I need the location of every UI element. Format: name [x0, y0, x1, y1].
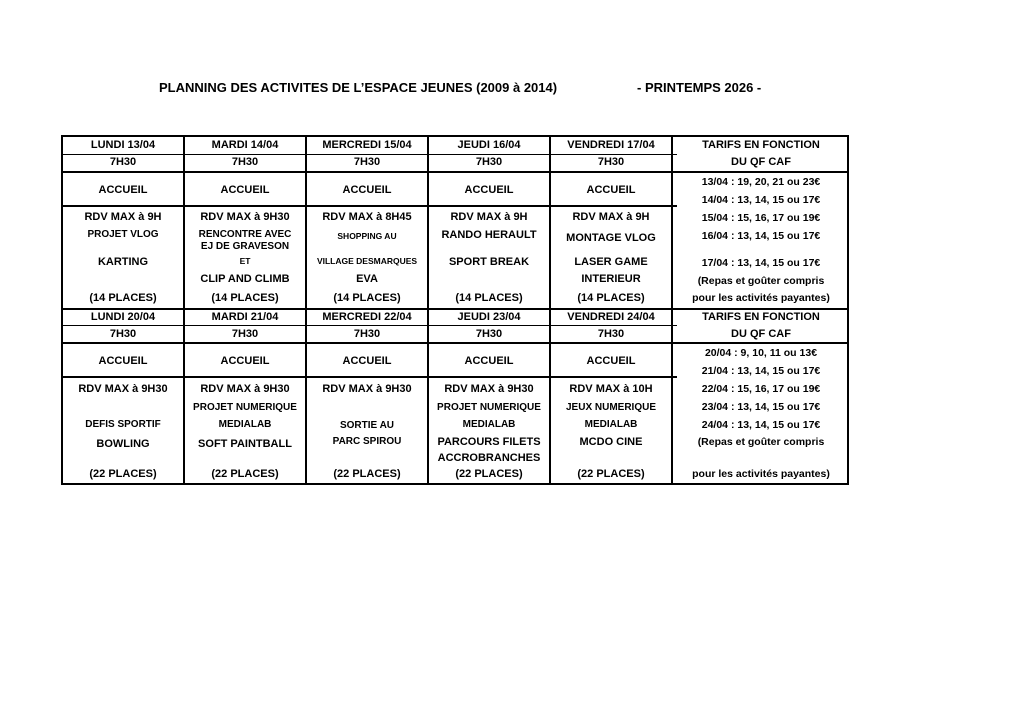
- rdv-cell: RDV MAX à 9H: [572, 211, 650, 223]
- row-divider: [63, 205, 677, 207]
- tarif-note: pour les activités payantes): [692, 292, 830, 304]
- day-header-vendredi: VENDREDI 17/04: [567, 139, 655, 151]
- activity-line: PROJET VLOG: [87, 229, 159, 240]
- accueil-cell: ACCUEIL: [342, 184, 392, 196]
- activity-line: PROJET NUMERIQUE: [193, 402, 297, 413]
- activity-line: EJ DE GRAVESON: [200, 241, 290, 252]
- day-header-jeudi: JEUDI 23/04: [457, 311, 521, 323]
- places-cell: (14 PLACES): [455, 292, 523, 304]
- tarif-note: pour les activités payantes): [692, 468, 830, 480]
- accueil-cell: ACCUEIL: [220, 355, 270, 367]
- tarif-line: 15/04 : 15, 16, 17 ou 19€: [701, 212, 821, 224]
- time-cell: 7H30: [231, 328, 259, 340]
- activity-line: PARC SPIROU: [332, 436, 402, 447]
- activity-line: LASER GAME: [574, 256, 648, 268]
- activity-line: SPORT BREAK: [448, 256, 530, 268]
- places-cell: (14 PLACES): [211, 292, 279, 304]
- tarif-line: 22/04 : 15, 16, 17 ou 19€: [701, 383, 821, 395]
- tarif-line: 21/04 : 13, 14, 15 ou 17€: [701, 365, 821, 377]
- activity-line: SOFT PAINTBALL: [198, 438, 292, 450]
- tarifs-header: TARIFS EN FONCTION: [702, 311, 820, 323]
- planning-table: [61, 135, 849, 485]
- row-divider: [63, 376, 677, 378]
- time-cell: 7H30: [353, 156, 381, 168]
- row-divider: [63, 325, 677, 326]
- places-cell: (22 PLACES): [333, 468, 401, 480]
- time-cell: 7H30: [597, 156, 625, 168]
- places-cell: (22 PLACES): [577, 468, 645, 480]
- day-header-jeudi: JEUDI 16/04: [457, 139, 521, 151]
- rdv-cell: RDV MAX à 10H: [569, 383, 653, 395]
- rdv-cell: RDV MAX à 9H30: [78, 383, 168, 395]
- accueil-cell: ACCUEIL: [464, 184, 514, 196]
- rdv-cell: RDV MAX à 9H: [450, 211, 528, 223]
- activity-line: BOWLING: [96, 438, 150, 450]
- time-cell: 7H30: [353, 328, 381, 340]
- places-cell: (22 PLACES): [211, 468, 279, 480]
- tarif-line: 13/04 : 19, 20, 21 ou 23€: [701, 176, 821, 188]
- accueil-cell: ACCUEIL: [342, 355, 392, 367]
- activity-line: MEDIALAB: [584, 419, 638, 430]
- activity-line: RANDO HERAULT: [441, 229, 537, 241]
- tarif-note: (Repas et goûter compris: [697, 275, 825, 287]
- places-cell: (22 PLACES): [89, 468, 157, 480]
- activity-line: RENCONTRE AVEC: [198, 229, 292, 240]
- row-divider: [63, 342, 847, 344]
- rdv-cell: RDV MAX à 9H30: [200, 383, 290, 395]
- activity-line: INTERIEUR: [581, 273, 641, 285]
- day-header-mardi: MARDI 21/04: [211, 311, 279, 323]
- page-title: [0, 80, 1024, 100]
- activity-line: DEFIS SPORTIF: [85, 419, 161, 430]
- rdv-cell: RDV MAX à 9H30: [200, 211, 290, 223]
- accueil-cell: ACCUEIL: [220, 184, 270, 196]
- day-header-vendredi: VENDREDI 24/04: [567, 311, 655, 323]
- time-cell: 7H30: [475, 328, 503, 340]
- week-divider: [63, 308, 847, 310]
- places-cell: (14 PLACES): [333, 292, 401, 304]
- time-cell: 7H30: [231, 156, 259, 168]
- tarif-line: 16/04 : 13, 14, 15 ou 17€: [701, 230, 821, 242]
- row-divider: [63, 154, 677, 155]
- activity-line: SHOPPING AU: [337, 231, 397, 241]
- activity-line: MEDIALAB: [462, 419, 516, 430]
- activity-line: MONTAGE VLOG: [566, 232, 656, 244]
- time-cell: 7H30: [475, 156, 503, 168]
- day-header-lundi: LUNDI 13/04: [90, 139, 156, 151]
- accueil-cell: ACCUEIL: [586, 355, 636, 367]
- row-divider: [63, 171, 847, 173]
- activity-line: EVA: [356, 273, 378, 285]
- activity-line: CLIP AND CLIMB: [200, 273, 290, 285]
- accueil-cell: ACCUEIL: [98, 355, 148, 367]
- time-cell: 7H30: [597, 328, 625, 340]
- activity-line: ACCROBRANCHES: [437, 452, 541, 464]
- time-cell: 7H30: [109, 328, 137, 340]
- time-cell: 7H30: [109, 156, 137, 168]
- activity-line: VILLAGE DESMARQUES: [316, 256, 418, 266]
- tarif-line: 24/04 : 13, 14, 15 ou 17€: [701, 419, 821, 431]
- activity-line: PARCOURS FILETS: [437, 436, 541, 448]
- tarif-line: 23/04 : 13, 14, 15 ou 17€: [701, 401, 821, 413]
- activity-line: SORTIE AU: [339, 420, 395, 431]
- accueil-cell: ACCUEIL: [98, 184, 148, 196]
- places-cell: (22 PLACES): [455, 468, 523, 480]
- tarif-line: 20/04 : 9, 10, 11 ou 13€: [704, 347, 818, 359]
- activity-line: MCDO CINE: [579, 436, 643, 448]
- day-header-lundi: LUNDI 20/04: [90, 311, 156, 323]
- activity-line: ET: [239, 256, 251, 266]
- rdv-cell: RDV MAX à 9H30: [444, 383, 534, 395]
- tarifs-header: TARIFS EN FONCTION: [702, 139, 820, 151]
- day-header-mardi: MARDI 14/04: [211, 139, 279, 151]
- rdv-cell: RDV MAX à 9H30: [322, 383, 412, 395]
- tarif-line: 14/04 : 13, 14, 15 ou 17€: [701, 194, 821, 206]
- tarif-note: (Repas et goûter compris: [697, 436, 825, 448]
- day-header-mercredi: MERCREDI 22/04: [322, 311, 412, 323]
- accueil-cell: ACCUEIL: [464, 355, 514, 367]
- tarifs-subheader: DU QF CAF: [731, 328, 791, 340]
- tarifs-subheader: DU QF CAF: [731, 156, 791, 168]
- rdv-cell: RDV MAX à 8H45: [322, 211, 412, 223]
- title-main: PLANNING DES ACTIVITES DE L’ESPACE JEUNES (2009 à 2014): [159, 80, 558, 95]
- places-cell: (14 PLACES): [89, 292, 157, 304]
- activity-line: MEDIALAB: [218, 419, 272, 430]
- accueil-cell: ACCUEIL: [586, 184, 636, 196]
- column-divider: [671, 137, 673, 483]
- places-cell: (14 PLACES): [577, 292, 645, 304]
- day-header-mercredi: MERCREDI 15/04: [322, 139, 412, 151]
- title-season: - PRINTEMPS 2026 -: [637, 80, 762, 95]
- activity-line: JEUX NUMERIQUE: [565, 402, 656, 413]
- activity-line: KARTING: [97, 256, 149, 268]
- activity-line: PROJET NUMERIQUE: [437, 402, 541, 413]
- rdv-cell: RDV MAX à 9H: [84, 211, 162, 223]
- tarif-line: 17/04 : 13, 14, 15 ou 17€: [701, 257, 821, 269]
